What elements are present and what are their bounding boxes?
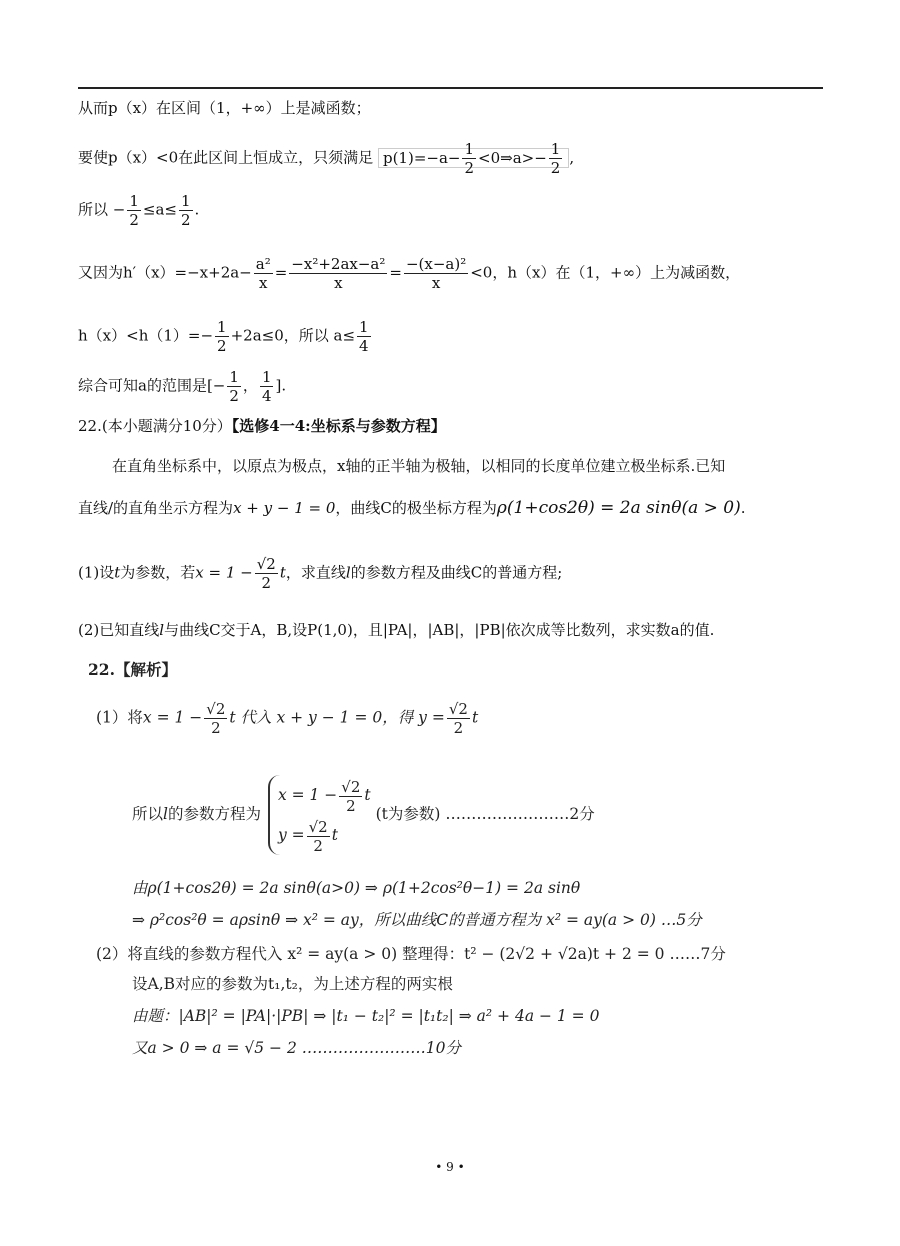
numerator: 1 [180, 192, 191, 210]
fraction [339, 778, 362, 815]
numerator: √2 [256, 555, 276, 573]
var-t: t [279, 563, 286, 582]
var-t: t [114, 563, 121, 582]
denominator: 2 [550, 159, 561, 177]
system-row-y [278, 815, 371, 855]
numerator: 1 [229, 368, 239, 386]
polar-equation: ρ(1+cos2θ) = 2a sinθ(a > 0) [496, 498, 741, 518]
row-expr: y = [277, 826, 305, 844]
fraction [260, 368, 274, 405]
parametric-system [268, 775, 371, 855]
sol-text: (1）将 [96, 708, 143, 727]
numerator: √2 [206, 700, 226, 718]
numerator: √2 [308, 817, 328, 836]
fraction [255, 555, 278, 592]
fraction [462, 140, 476, 177]
p5-mid: +2a≤0，所以 a≤ [230, 326, 356, 345]
numerator: −x²+2ax−a² [291, 255, 386, 273]
denominator: 2 [453, 719, 464, 737]
separator: ， [242, 376, 258, 395]
part-text: (1)设 [78, 563, 115, 582]
denominator: 4 [359, 337, 369, 355]
denominator: 2 [129, 211, 139, 229]
fraction [549, 140, 563, 177]
var-l: l [345, 563, 351, 582]
p4-pre: 又因为h′（x）=−x+2a− [78, 263, 252, 282]
sol-text: 由题：|AB|² = |PA|·|PB| ⇒ |t₁ − t₂|² = |t₁t₂| ⇒ a² + 4a − 1 = 0 [132, 1007, 600, 1025]
sol-text: ⇒ ρ²cos²θ = aρsinθ ⇒ x² = ay，所以曲线C的普通方程为 x² = ay(a > 0) …5分 [132, 911, 702, 929]
text-line-2 [78, 140, 574, 177]
denominator: 2 [180, 211, 191, 229]
denominator: 2 [261, 574, 272, 592]
system-row-x [278, 775, 371, 815]
question-body-1 [112, 456, 725, 476]
solution-line-5 [96, 944, 726, 964]
fraction [227, 368, 241, 405]
sol-text: 又a > 0 ⇒ a = √5 − 2 ……………………10分 [132, 1039, 461, 1057]
denominator: 2 [211, 719, 221, 737]
header-rule [78, 87, 823, 89]
p3-mid: ≤a≤ [142, 200, 177, 219]
text-line-6 [78, 368, 286, 405]
question-number: 22.(本小题满分10分） [78, 417, 232, 435]
numerator: √2 [341, 777, 361, 796]
denominator: 2 [217, 337, 227, 355]
denominator: x [334, 274, 343, 292]
denominator: 2 [346, 796, 356, 815]
denominator: 2 [229, 387, 239, 405]
denominator: 4 [261, 387, 272, 405]
row-expr: x = 1 − [277, 786, 338, 804]
question-part-2 [78, 620, 714, 640]
sol-text: 由ρ(1+cos2θ) = 2a sinθ(a>0) ⇒ ρ(1+2cos²θ−1) = 2a sinθ [132, 879, 581, 897]
fraction [404, 255, 468, 292]
sol-text: 设A,B对应的参数为t₁,t₂，为上述方程的两实根 [132, 975, 453, 993]
numerator: 1 [217, 318, 227, 336]
solution-line-7 [132, 1006, 599, 1026]
p2-end: , [569, 148, 575, 167]
solution-title [88, 660, 177, 680]
numerator: −(x−a)² [405, 255, 467, 273]
numerator: a² [255, 255, 271, 273]
body-text: 在直角坐标系中，以原点为极点，x轴的正半轴为极轴，以相同的长度单位建立极坐标系.已知 [112, 457, 726, 475]
cond-mid: <0⇒a>− [478, 148, 547, 167]
solution-line-6 [132, 974, 453, 994]
part-text: 为参数，若 [120, 563, 196, 582]
p1-text: 从而p（x）在区间（1，+∞）上是减函数； [78, 99, 371, 117]
sol-text: t 代入 x + y − 1 = 0，得 y = [229, 708, 445, 727]
p2-text: 要使p（x）<0在此区间上恒成立，只须满足 [78, 148, 374, 167]
sol-text: 所以 [132, 805, 164, 823]
numerator: 1 [550, 140, 561, 158]
sol-text: (t为参数) ……………………2分 [375, 805, 595, 823]
solution-line-4 [132, 910, 702, 930]
solution-heading: 22.【解析】 [88, 660, 177, 679]
line-equation: x + y − 1 = 0 [233, 499, 336, 517]
numerator: 1 [359, 318, 369, 336]
solution-line-1 [96, 700, 478, 737]
body-text: 直线/的直角坐示方程为 [78, 499, 234, 517]
denominator: x [259, 274, 268, 292]
solution-line-2 [132, 775, 595, 855]
denominator: x [431, 274, 441, 292]
question-part-1 [78, 555, 562, 592]
fraction [289, 255, 387, 292]
var-l: l [159, 621, 165, 639]
fraction [179, 192, 193, 229]
text-line-3 [78, 192, 199, 229]
part-text: (2)已知直线 [78, 621, 160, 639]
solution-line-8 [132, 1038, 461, 1058]
part-text: ，求直线 [285, 563, 346, 582]
fraction [254, 255, 273, 292]
sol-text: (2）将直线的参数方程代入 x² = ay(a > 0) 整理得：t² − (2√2 + √2a)t + 2 = 0 ……7分 [96, 945, 726, 963]
equals: = [389, 263, 402, 282]
denominator: 2 [464, 159, 475, 177]
sol-text: 的参数方程为 [167, 805, 261, 823]
part-text: 与曲线C交于A，B,设P(1,0)，且|PA|，|AB|，|PB|依次成等比数列，求实数a的值. [164, 621, 715, 639]
body-text: . [740, 499, 746, 517]
cond-pre: p(1)=−a− [382, 148, 461, 167]
fraction [357, 318, 371, 355]
var-l: l [163, 805, 168, 823]
numerator: 1 [261, 368, 272, 386]
question-topic: 【选修4一4:坐标系与参数方程】 [231, 417, 446, 435]
question-body-2 [78, 498, 746, 518]
p6-pre: 综合可知a的范围是[− [78, 376, 226, 395]
condition-formula [378, 140, 569, 177]
fraction [215, 318, 229, 355]
equals: = [274, 263, 288, 282]
fraction [307, 818, 330, 855]
question-title [78, 416, 446, 436]
denominator: 2 [313, 836, 323, 855]
var-t: t [471, 708, 479, 727]
x-expr: x = 1 − [195, 563, 253, 582]
p5-pre: h（x）<h（1）=− [78, 326, 214, 345]
var-t: t [331, 826, 338, 844]
fraction [127, 192, 141, 229]
p6-end: ]. [275, 376, 287, 395]
numerator: 1 [129, 192, 139, 210]
text-line-1 [78, 98, 371, 118]
numerator: √2 [448, 700, 468, 718]
x-expr: x = 1 − [142, 708, 203, 727]
text-line-4 [78, 255, 740, 292]
p4-post: <0，h（x）在（1，+∞）上为减函数， [470, 263, 741, 282]
page-number: • 9 • [435, 1160, 465, 1174]
body-text: ，曲线C的极坐标方程为 [335, 499, 497, 517]
fraction [447, 700, 470, 737]
text-line-5 [78, 318, 373, 355]
p3-pre: 所以 − [78, 200, 126, 219]
solution-line-3 [132, 878, 580, 898]
numerator: 1 [464, 140, 475, 158]
var-t: t [364, 786, 371, 804]
p3-end: . [194, 200, 200, 219]
part-text: 的参数方程及曲线C的普通方程; [350, 563, 563, 582]
fraction [204, 700, 227, 737]
